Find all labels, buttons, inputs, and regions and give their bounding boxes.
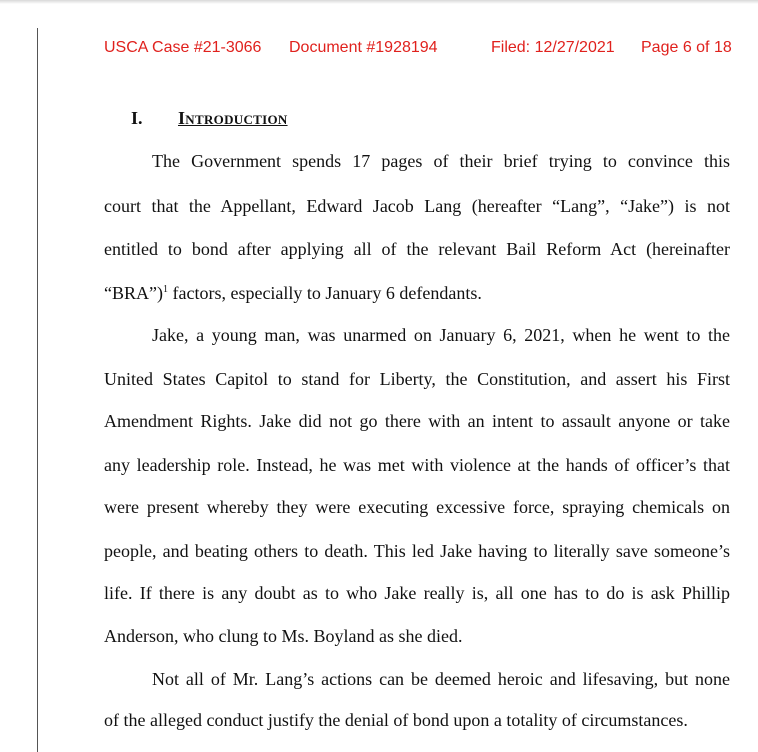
- paragraph-2-line-1: Jake, a young man, was unarmed on January 6, 2021, when he went to the: [152, 325, 730, 345]
- paragraph-3-line-1: Not all of Mr. Lang’s actions can be deemed heroic and lifesaving, but none: [152, 669, 730, 689]
- paragraph-2-line-5: were present whereby they were executing excessive force, spraying chemicals on: [104, 497, 730, 517]
- paragraph-2-line-8: Anderson, who clung to Ms. Boyland as she died.: [104, 626, 463, 646]
- paragraph-2-line-7: life. If there is any doubt as to who Jake really is, all one has to do is ask Phillip: [104, 583, 730, 603]
- bra-abbrev: “BRA”): [104, 283, 163, 303]
- paragraph-2-line-6: people, and beating others to death. This led Jake having to literally save someone’s: [104, 541, 730, 561]
- document-number: Document #1928194: [289, 39, 438, 56]
- paragraph-1-line-4-rest: factors, especially to January 6 defendants.: [172, 283, 482, 303]
- page-top-shadow: [0, 0, 758, 4]
- paragraph-1-line-1: The Government spends 17 pages of their brief trying to convince this: [152, 151, 730, 171]
- paragraph-1-line-4: [104, 283, 730, 304]
- case-number: USCA Case #21-3066: [104, 39, 262, 56]
- filing-header: [0, 39, 758, 61]
- paragraph-1-line-2: court that the Appellant, Edward Jacob Lang (hereafter “Lang”, “Jake”) is not: [104, 196, 730, 216]
- filed-date: Filed: 12/27/2021: [491, 39, 615, 56]
- page-indicator: Page 6 of 18: [641, 39, 732, 56]
- section-number: I.: [131, 108, 143, 128]
- footnote-ref-1: 1: [162, 284, 168, 295]
- paragraph-2-line-4: any leadership role. Instead, he was met with violence at the hands of officer’s that: [104, 455, 730, 475]
- paragraph-1-line-3: entitled to bond after applying all of the relevant Bail Reform Act (hereinafter: [104, 239, 730, 259]
- paragraph-2-line-2: United States Capitol to stand for Liberty, the Constitution, and assert his First: [104, 369, 730, 389]
- section-title: Introduction: [178, 108, 288, 128]
- paragraph-2-line-3: Amendment Rights. Jake did not go there with an intent to assault anyone or take: [104, 411, 730, 431]
- page-left-border: [37, 28, 38, 752]
- paragraph-3-line-2: of the alleged conduct justify the denial of bond upon a totality of circumstances.: [104, 710, 688, 730]
